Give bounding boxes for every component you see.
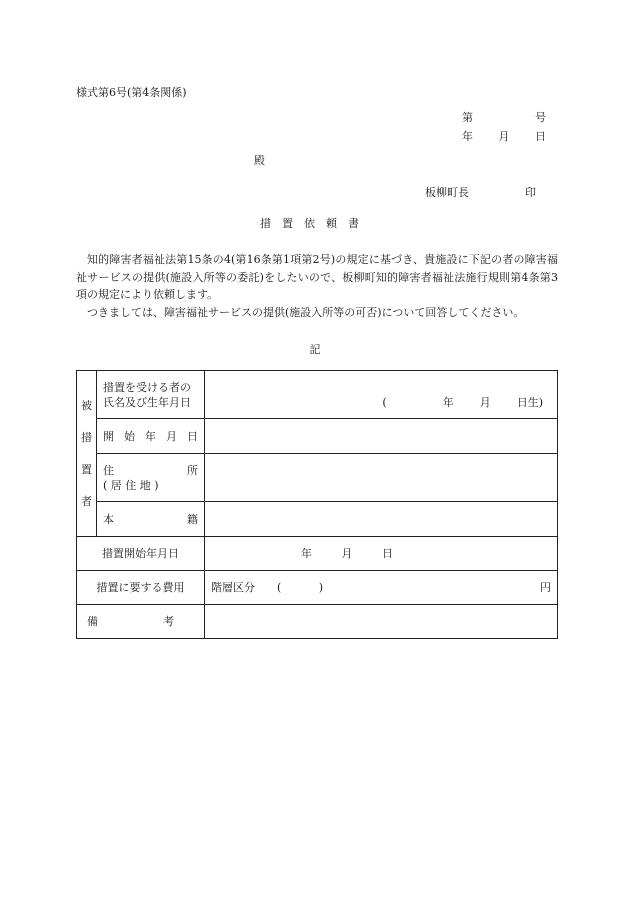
residence-label: ( 居 住 地 )	[103, 478, 159, 492]
start-date-label	[97, 419, 205, 454]
label-char: 年	[145, 429, 156, 443]
remarks-label-left: 備	[87, 615, 98, 628]
birth-month-label: 月	[479, 396, 491, 409]
document-number-line	[462, 111, 546, 125]
side-label-char: 被	[81, 399, 92, 412]
label-char: 月	[166, 429, 177, 443]
document-title: 措置依頼書	[260, 217, 370, 230]
issue-date-line	[462, 130, 546, 144]
table-row-measure-start	[77, 537, 558, 571]
body-paragraph-1: 知的障害者福祉法第15条の4(第16条第1項第2号)の規定に基づき、貴施設に下記の者の障害福祉サービスの提供(施設入所等の委託)をしたいので、板柳町知的障害者福祉法施行規則第4条第3項の規定により依頼します。	[76, 253, 558, 301]
sender-name: 板柳町長	[425, 186, 469, 199]
name-label-line-1: 措置を受ける者の	[103, 380, 191, 394]
addressee: 殿	[254, 154, 265, 167]
ki-heading: 記	[309, 343, 321, 356]
measure-start-field[interactable]	[205, 537, 558, 571]
sender-line	[425, 186, 536, 200]
side-label-char: 措	[81, 431, 92, 444]
tier-label: 階層区分	[211, 581, 255, 594]
measure-start-date	[211, 546, 551, 561]
issue-day-label: 日	[535, 130, 546, 143]
name-birth-label	[97, 371, 205, 419]
number-suffix: 号	[535, 111, 546, 124]
birth-year-label: 年	[442, 396, 454, 409]
measure-month-label: 月	[341, 547, 353, 560]
seal-mark: 印	[525, 186, 536, 199]
address-label-left: 住	[103, 463, 114, 477]
table-row-name	[77, 371, 558, 419]
label-char: 日	[187, 429, 198, 443]
birth-day-label: 日生)	[516, 396, 543, 409]
table-row-start-date	[77, 419, 558, 454]
cost-label: 措置に要する費用	[77, 571, 205, 605]
address-label	[97, 454, 205, 502]
tier-open-paren: (	[277, 581, 282, 594]
cost-field[interactable]	[205, 571, 558, 605]
body-paragraph-2: つきましては、障害福祉サービスの提供(施設入所等の可否)について回答してください。	[87, 305, 525, 319]
number-prefix: 第	[462, 111, 473, 124]
yen-unit: 円	[540, 581, 551, 594]
address-label-right: 所	[187, 463, 198, 477]
label-char: 開	[103, 429, 114, 443]
table-row-address	[77, 454, 558, 502]
issue-year-label: 年	[462, 130, 473, 143]
tier-paren	[277, 580, 323, 595]
side-label-char: 者	[81, 495, 92, 508]
remarks-label	[77, 605, 205, 639]
domicile-label-left: 本	[103, 512, 114, 526]
name-birth-field[interactable]	[205, 371, 558, 419]
body-text	[76, 251, 558, 321]
table-row-domicile	[77, 502, 558, 537]
domicile-label-right: 籍	[187, 512, 198, 526]
measure-year-label: 年	[301, 547, 312, 560]
start-date-field[interactable]	[205, 419, 558, 454]
measure-day-label: 日	[382, 547, 393, 560]
birth-date-row	[211, 379, 551, 410]
domicile-label	[97, 502, 205, 537]
remarks-label-right: 考	[163, 615, 174, 628]
measure-start-label: 措置開始年月日	[77, 537, 205, 571]
domicile-field[interactable]	[205, 502, 558, 537]
table-row-remarks	[77, 605, 558, 639]
subject-side-label	[77, 371, 97, 537]
remarks-field[interactable]	[205, 605, 558, 639]
birth-open-paren: (	[382, 396, 387, 409]
label-char: 始	[124, 429, 135, 443]
issue-month-label: 月	[498, 130, 510, 143]
form-number: 様式第6号(第4条関係)	[76, 86, 187, 99]
tier-close-paren: )	[318, 581, 323, 594]
name-label-line-2: 氏名及び生年月日	[103, 395, 191, 409]
side-label-char: 置	[81, 463, 92, 476]
table-row-cost	[77, 571, 558, 605]
address-field[interactable]	[205, 454, 558, 502]
measure-table	[76, 370, 558, 639]
